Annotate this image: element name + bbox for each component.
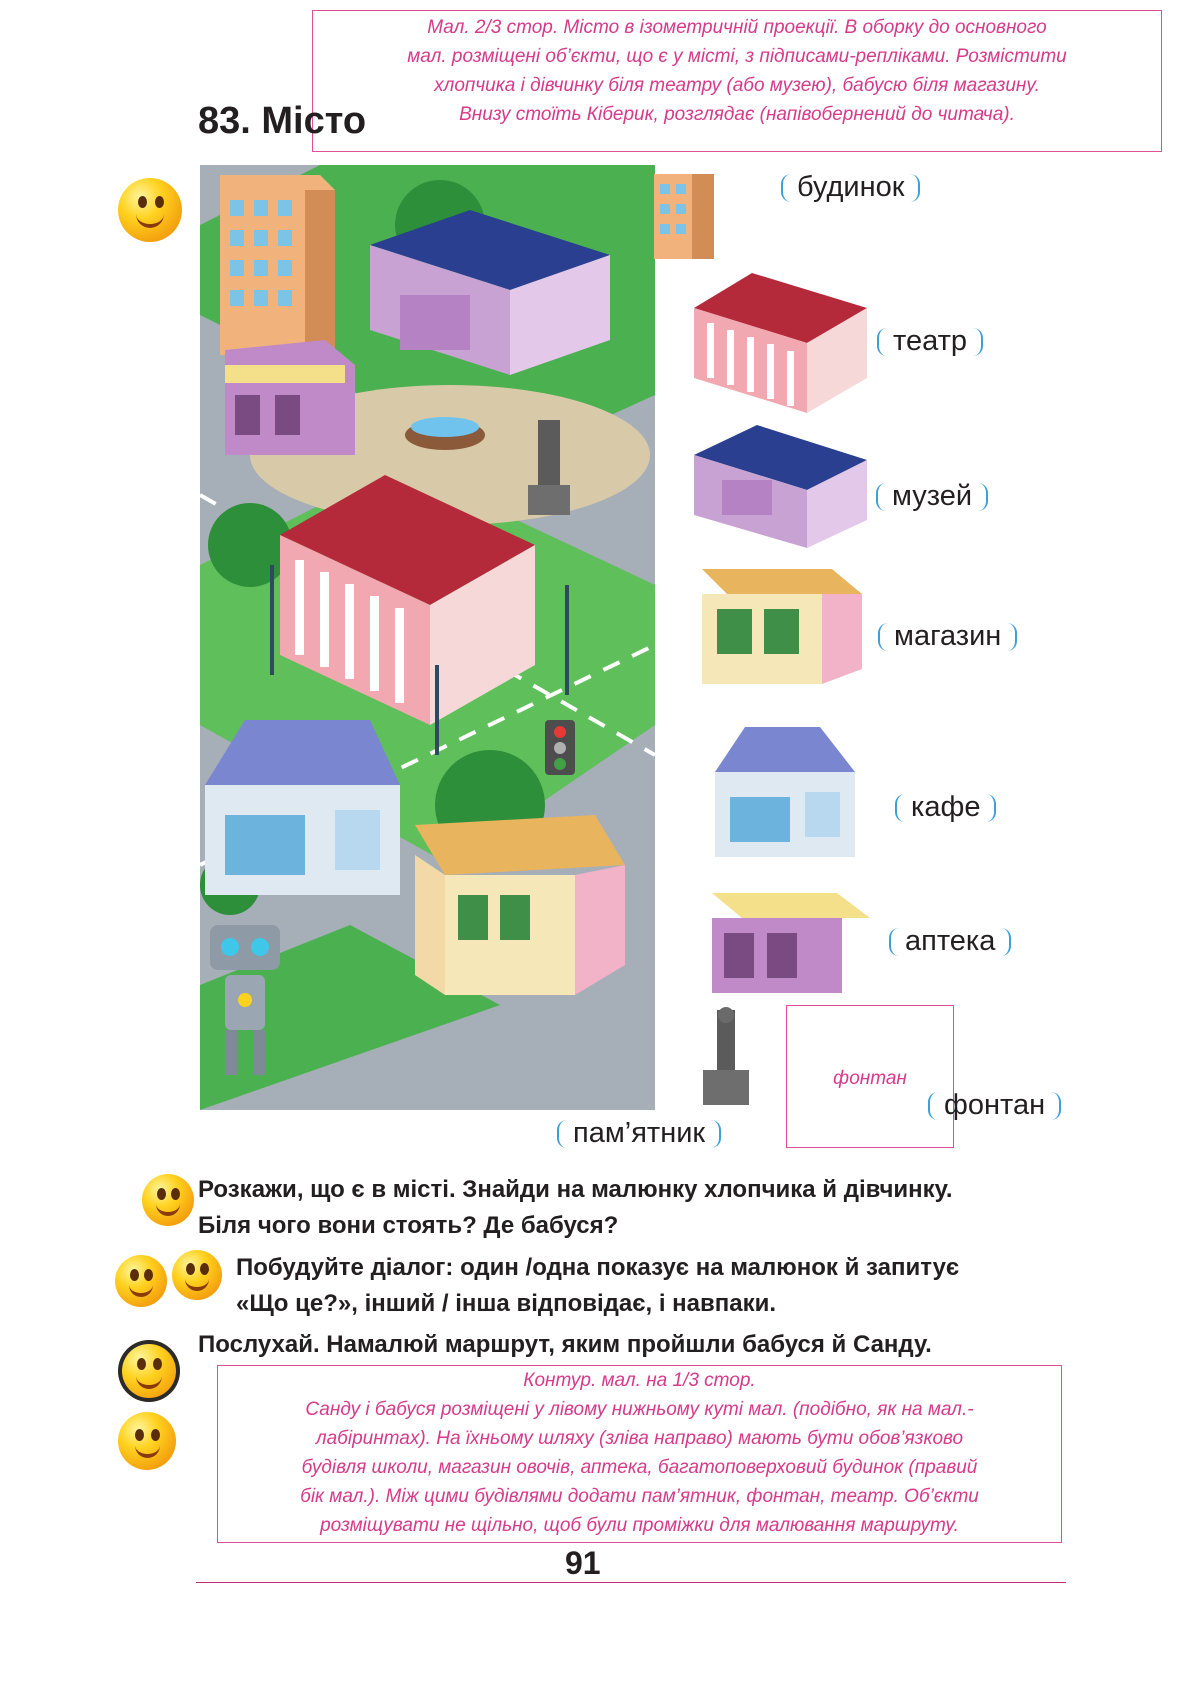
- fountain-placeholder-box: [786, 1005, 954, 1148]
- page-number: 91: [565, 1545, 601, 1581]
- headphones-smiley-icon: [118, 1340, 180, 1402]
- task-1-line-2: Біля чого вони стоять? Де бабуся?: [198, 1212, 619, 1239]
- singing-smiley-icon: [118, 1412, 176, 1470]
- note-line: бік мал.). Між цими будівлями додати пам’ятник, фонтан, театр. Об’єкти: [300, 1486, 979, 1507]
- fountain-placeholder-label: фонтан: [833, 1068, 907, 1089]
- shop-thumbnail: [702, 564, 862, 689]
- monument-thumbnail: [695, 1005, 755, 1110]
- word-text: музей: [892, 480, 973, 512]
- word-label-mahazyn: [882, 617, 1013, 657]
- word-label-fontan: [932, 1086, 1057, 1126]
- task-3: [198, 1327, 932, 1363]
- magnifier-smiley-icon: [118, 178, 182, 242]
- task-3-line-1: Послухай. Намалюй маршрут, яким пройшли бабуся й Санду.: [198, 1331, 932, 1358]
- word-text: аптека: [905, 925, 996, 957]
- task-2-line-2: «Що це?», інший / інша відповідає, і навпаки.: [236, 1290, 777, 1317]
- editor-note-bottom: [217, 1365, 1062, 1543]
- note-line: мал. розміщені об’єкти, що є у місті, з підписами-репліками. Розмістити: [407, 46, 1067, 67]
- note-line: будівля школи, магазин овочів, аптека, багатоповерховий будинок (правий: [301, 1457, 978, 1478]
- word-text: пам’ятник: [573, 1117, 706, 1149]
- speaking-smiley-icon: [142, 1174, 194, 1226]
- house-thumbnail: [652, 166, 717, 261]
- task-1-line-1: Розкажи, що є в місті. Знайди на малюнку хлопчика й дівчинку.: [198, 1176, 953, 1203]
- editor-note-top: [312, 10, 1162, 152]
- word-label-apteka: [893, 922, 1007, 962]
- note-line: розміщувати не щільно, щоб були проміжки для малювання маршруту.: [320, 1515, 959, 1536]
- word-label-pamiatnyk: [561, 1114, 717, 1154]
- word-label-muzei: [880, 477, 984, 517]
- lesson-title: 83. Місто: [198, 100, 367, 142]
- word-text: фонтан: [944, 1089, 1046, 1121]
- note-line: лабіринтах). На їхньому шляху (зліва направо) мають бути обов’язково: [315, 1428, 964, 1449]
- word-label-budynok: [785, 168, 916, 208]
- note-line: Контур. мал. на 1/3 стор.: [523, 1370, 756, 1391]
- museum-thumbnail: [692, 420, 872, 550]
- word-text: кафе: [911, 791, 981, 823]
- task-2: [236, 1250, 959, 1322]
- word-text: будинок: [797, 171, 905, 203]
- word-label-teatr: [881, 322, 979, 362]
- dialog-smiley-left-icon: [115, 1255, 167, 1307]
- word-label-kafe: [899, 788, 992, 828]
- footer-rule: [196, 1582, 1066, 1583]
- theater-thumbnail: [692, 268, 872, 416]
- note-line: Внизу стоїть Кіберик, розглядає (напівобернений до читача).: [459, 104, 1015, 125]
- task-1: [198, 1172, 953, 1244]
- word-text: магазин: [894, 620, 1002, 652]
- pharmacy-thumbnail: [712, 888, 872, 998]
- note-line: Мал. 2/3 стор. Місто в ізометричній проекції. В оборку до основного: [427, 17, 1047, 38]
- word-text: театр: [893, 325, 967, 357]
- task-2-line-1: Побудуйте діалог: один /одна показує на малюнок й запитує: [236, 1254, 960, 1281]
- note-line: Санду і бабуся розміщені у лівому нижньому куті мал. (подібно, як на мал.-: [305, 1399, 974, 1420]
- city-illustration: [200, 165, 655, 1110]
- cafe-thumbnail: [705, 727, 865, 862]
- note-line: хлопчика і дівчинку біля театру (або музею), бабусю біля магазину.: [434, 75, 1040, 96]
- dialog-smiley-right-icon: [172, 1250, 222, 1300]
